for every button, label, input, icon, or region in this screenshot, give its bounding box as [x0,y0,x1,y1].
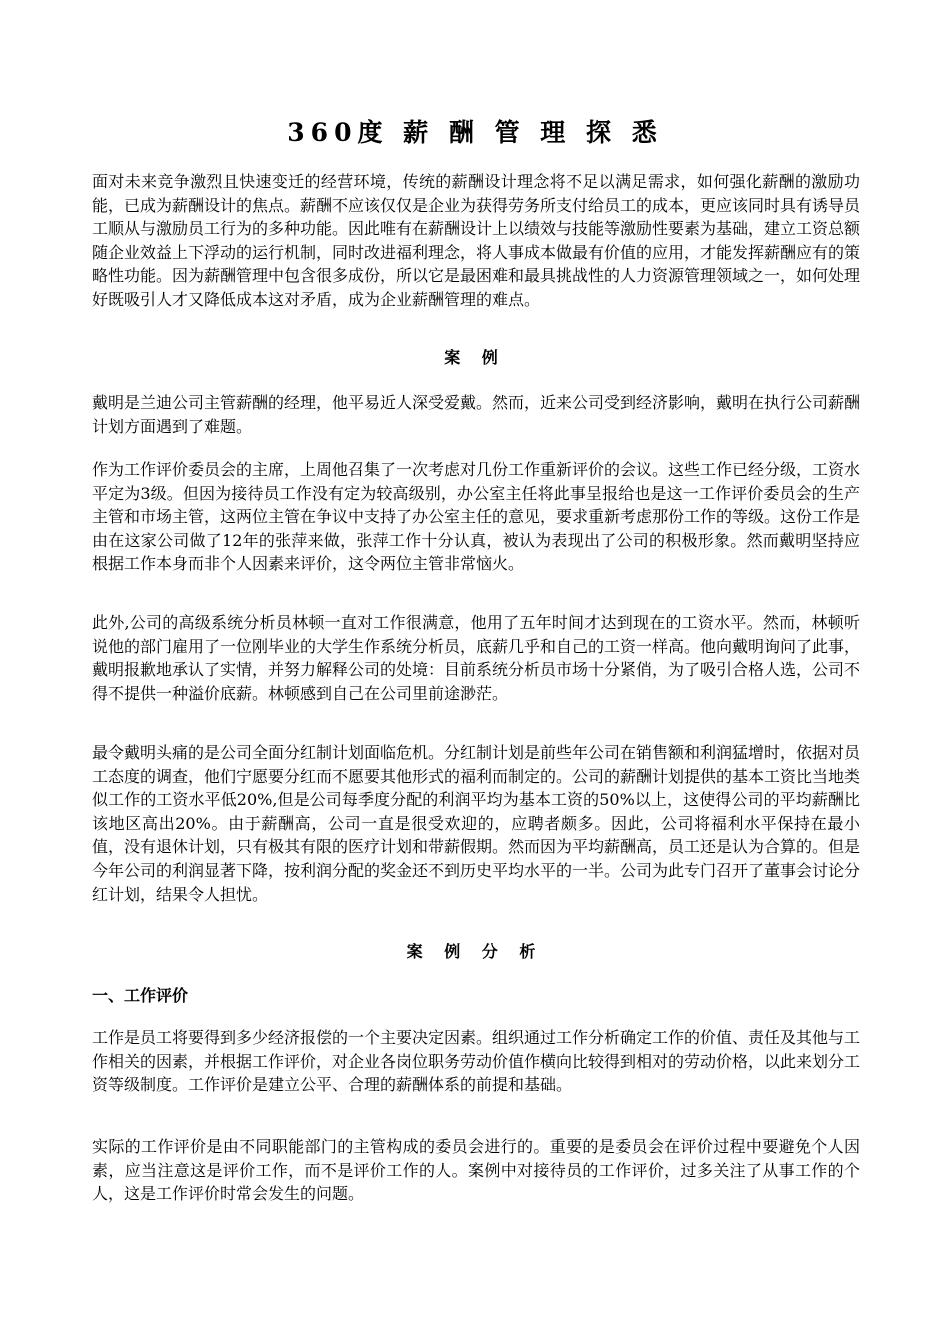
section-heading-job-evaluation: 一、工作评价 [92,986,189,1005]
case-paragraph-1: 戴明是兰迪公司主管薪酬的经理，他平易近人深受爱戴。然而，近来公司受到经济影响，戴明在执行公司薪酬计划方面遇到了难题。 [92,393,861,436]
intro-paragraph: 面对未来竞争激烈且快速变迁的经营环境，传统的薪酬设计理念将不足以满足需求，如何强化薪酬的激励功能，已成为薪酬设计的焦点。薪酬不应该仅仅是企业为获得劳务所支付给员工的成本，更应该同时具有诱导员工顺从与激励员工行为的多种功能。因此唯有在薪酬设计上以绩效与技能等激励性要素为基础，建立工资总额随企业效益上下浮动的运行机制，同时改进福利理念，将人事成本做最有价值的应用，才能发挥薪酬应有的策略性功能。因为薪酬管理中包含很多成份，所以它是最困难和最具挑战性的人力资源管理领域之一，如何处理好既吸引人才又降低成本这对矛盾，成为企业薪酬管理的难点。 [92,172,861,309]
case-paragraph-3: 此外,公司的高级系统分析员林顿一直对工作很满意，他用了五年时间才达到现在的工资水平。然而，林顿听说他的部门雇用了一位刚毕业的大学生作系统分析员，底薪几乎和自己的工资一样高。他向戴明询问了此事，戴明报歉地承认了实情，并努力解释公司的处境：目前系统分析员市场十分紧俏，为了吸引合格人选，公司不得不提供一种溢价底薪。林顿感到自己在公司里前途渺茫。 [92,613,861,703]
section1-paragraph-2: 实际的工作评价是由不同职能部门的主管构成的委员会进行的。重要的是委员会在评价过程中要避免个人因素，应当注意这是评价工作，而不是评价工作的人。案例中对接待员的工作评价，过多关注了从事工作的个人，这是工作评价时常会发生的问题。 [92,1137,860,1204]
case-paragraph-4: 最令戴明头痛的是公司全面分红制计划面临危机。分红制计划是前些年公司在销售额和利润猛增时，依据对员工态度的调查，他们宁愿要分红而不愿要其他形式的福利而制定的。公司的薪酬计划提供的基本工资比当地类似工作的工资水平低20%,但是公司每季度分配的利润平均为基本工资的50%以上，这使得公司的平均薪酬比该地区高出20%。由于薪酬高，公司一直是很受欢迎的，应聘者颇多。因此，公司将福利水平保持在最小值，没有退休计划，只有极其有限的医疗计划和带薪假期。然而因为平均薪酬高，员工还是认为合算的。但是今年公司的利润显著下降，按利润分配的奖金还不到历史平均水平的一半。公司为此专门召开了董事会讨论分红计划，结果令人担忧。 [92,743,861,904]
analysis-heading: 案 例 分 析 [406,942,544,961]
case-paragraph-2: 作为工作评价委员会的主席，上周他召集了一次考虑对几份工作重新评价的会议。这些工作已经分级，工资水平定为3级。但因为接待员工作没有定为较高级别，办公室主任将此事呈报给也是这一工作评价委员会的生产主管和市场主管，这两位主管在争议中支持了办公室主任的意见，要求重新考虑那份工作的等级。这份工作是由在这家公司做了12年的张萍来做，张萍工作十分认真，被认为表现出了公司的积极形象。然而戴明坚持应根据工作本身而非个人因素来评价，这令两位主管非常恼火。 [92,460,861,574]
section1-paragraph-1: 工作是员工将要得到多少经济报偿的一个主要决定因素。组织通过工作分析确定工作的价值、责任及其他与工作相关的因素，并根据工作评价，对企业各岗位职务劳动价值作横向比较得到相对的劳动价格，以此来划分工资等级制度。工作评价是建立公平、合理的薪酬体系的前提和基础。 [92,1028,861,1095]
document-title: 360度 薪 酬 管 理 探 悉 [287,118,663,147]
case-heading: 案 例 [444,348,506,367]
